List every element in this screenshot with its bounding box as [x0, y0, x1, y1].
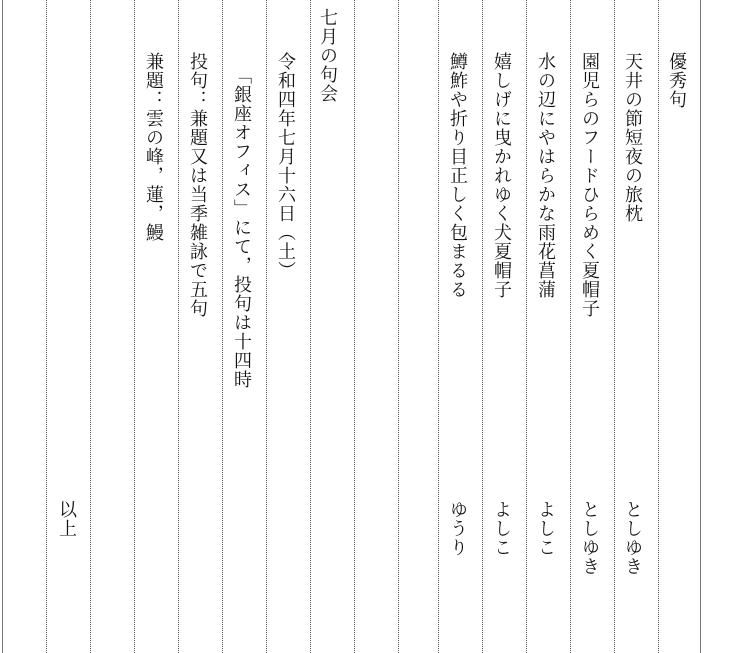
haiku-author: ゆうり [447, 500, 468, 557]
haiku-text: 天井の節短夜の旅枕 [622, 52, 643, 223]
closing-mark: 以上 [56, 500, 77, 538]
column-rule [398, 0, 399, 653]
column-rule [266, 0, 267, 653]
column-rule [700, 0, 701, 653]
column-rule [614, 0, 615, 653]
column-rule [570, 0, 571, 653]
haiku-author: としゆき [579, 500, 600, 576]
column-rule [438, 0, 439, 653]
column-rule [90, 0, 91, 653]
column-rule [482, 0, 483, 653]
column-rule [134, 0, 135, 653]
column-rule [526, 0, 527, 653]
column-rule [46, 0, 47, 653]
meeting-topics: 兼題：雲の峰，蓮，鰻 [143, 52, 164, 242]
haiku-text: 園児らのフードひらめく夏帽子 [579, 52, 600, 318]
meeting-submission: 投句：兼題又は当季雑詠で五句 [187, 52, 208, 318]
haiku-author: よしこ [491, 500, 512, 557]
meeting-title: 七月の句会 [317, 8, 338, 103]
meeting-venue: 「銀座オフィス」にて，投句は十四時 [231, 66, 252, 389]
haiku-author: としゆき [622, 500, 643, 576]
haiku-text: 嬉しげに曳かれゆく犬夏帽子 [491, 52, 512, 299]
column-rule [222, 0, 223, 653]
haiku-text: 水の辺にやはらかな雨花菖蒲 [535, 52, 556, 299]
meeting-date: 令和四年七月十六日（土） [275, 52, 296, 280]
column-rule [178, 0, 179, 653]
haiku-author: よしこ [535, 500, 556, 557]
column-rule [354, 0, 355, 653]
excellent-haiku-heading: 優秀句 [666, 52, 687, 109]
column-rule [2, 0, 3, 653]
haiku-text: 鱒鮓や折り目正しく包まるる [447, 52, 468, 299]
column-rule [310, 0, 311, 653]
column-rule [658, 0, 659, 653]
